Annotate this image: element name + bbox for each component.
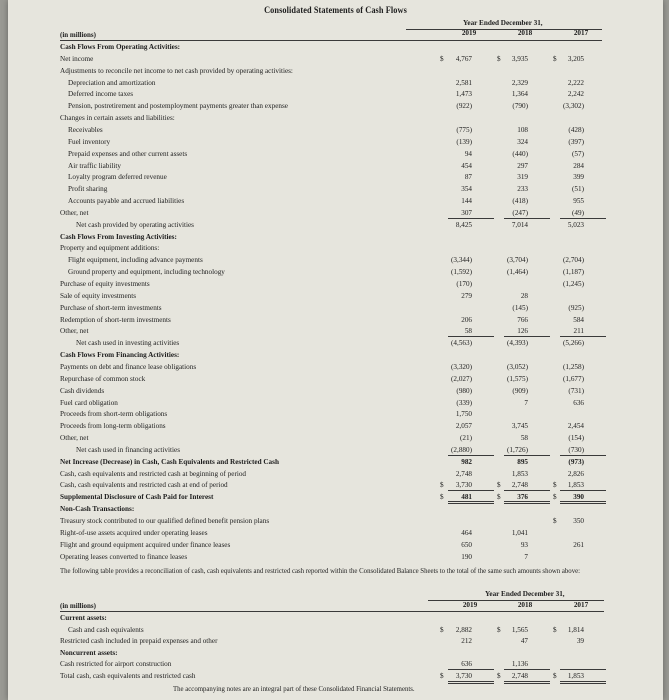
cashflow-value-2019: (21): [460, 434, 472, 443]
cashflow-value-2017: 284: [573, 161, 584, 170]
cashflow-value-2019: 2,748: [455, 469, 472, 478]
recon-value-2019: 212: [461, 637, 472, 646]
cashflow-value-2017: (730): [568, 445, 584, 454]
cashflow-row-label: Sale of equity investments: [60, 291, 137, 300]
cashflow-row-label: Other, net: [60, 208, 89, 217]
cashflow-value-2017: 1,853: [567, 481, 584, 490]
cashflow-value-2017: (5,266): [563, 339, 584, 348]
cashflow-value-2017: (925): [568, 303, 584, 312]
cashflow-value-2017: 399: [573, 173, 584, 182]
cashflow-value-2019: (170): [456, 280, 472, 288]
cashflow-value-2017: (51): [572, 185, 584, 194]
total-double-rule: [504, 501, 550, 504]
cashflow-value-2018: (3,704): [507, 256, 528, 265]
recon-value-2018: 2,748: [511, 672, 528, 680]
cashflow-value-2018: (440): [512, 149, 528, 158]
cashflow-value-2018: 297: [517, 161, 528, 170]
cashflow-value-2019: (339): [456, 398, 472, 407]
cashflow-row-label: Ground property and equipment, including technology: [68, 268, 225, 277]
cashflow-value-2017: 350: [573, 517, 584, 525]
recon-units-label: (in millions): [60, 602, 96, 610]
cashflow-value-2019: 206: [461, 315, 472, 324]
cashflow-value-2018: 895: [517, 457, 528, 466]
cashflow-value-2019: 4,767: [455, 54, 472, 63]
cashflow-row: [8, 361, 658, 373]
cashflow-value-2019: (775): [456, 125, 472, 134]
cashflow-value-2017: 2,826: [567, 469, 584, 478]
cashflow-value-2019: 190: [461, 552, 472, 561]
cashflow-row-label: Accounts payable and accrued liabilities: [68, 197, 185, 206]
cashflow-value-2017: (731): [568, 386, 584, 395]
currency-symbol: $: [553, 54, 557, 63]
cashflow-value-2019: 650: [461, 540, 472, 549]
recon-row-label: Restricted cash included in prepaid expenses and other: [60, 637, 218, 646]
cashflow-row-label: Cash, cash equivalents and restricted cash at end of period: [60, 481, 228, 490]
cashflow-value-2017: (154): [568, 434, 584, 443]
cashflow-row: [8, 408, 658, 420]
cashflow-row-label: Air traffic liability: [68, 161, 121, 170]
cashflow-value-2017: 2,242: [567, 90, 584, 99]
cashflow-value-2019: (1,592): [451, 268, 472, 277]
recon-value-2017: 1,814: [567, 625, 584, 634]
currency-symbol: $: [553, 493, 557, 502]
cashflow-value-2018: 28: [520, 291, 528, 300]
cashflow-row-label: Loyalty program deferred revenue: [68, 173, 167, 182]
cashflow-value-2018: (1,575): [507, 374, 528, 383]
cashflow-value-2019: 1,750: [455, 410, 472, 419]
statement-page: [8, 0, 663, 700]
cashflow-value-2018: 93: [520, 540, 528, 549]
cashflow-row-label: Cash, cash equivalents and restricted cash at beginning of period: [60, 469, 247, 478]
cashflow-row-label: Operating leases converted to finance leases: [60, 552, 188, 561]
cashflow-row: [8, 195, 658, 207]
cashflow-row: [8, 503, 658, 515]
currency-symbol: $: [440, 625, 444, 634]
cashflow-value-2017: 2,222: [567, 78, 584, 87]
cashflow-row-label: Redemption of short-term investments: [60, 315, 171, 324]
subtotal-rule: [448, 218, 494, 219]
cashflow-value-2018: (145): [512, 303, 528, 312]
footer-note: The accompanying notes are an integral part of these Consolidated Financial Statements.: [173, 686, 415, 693]
recon-year-2017: 2017: [573, 601, 589, 609]
cashflow-row-label: Purchase of short-term investments: [60, 303, 162, 312]
cashflow-row-label: Flight equipment, including advance payments: [68, 256, 203, 265]
year-2019: 2019: [461, 29, 477, 37]
reconciliation-note: The following table provides a reconciliation of cash, cash equivalents and restricted cash reported within the Consolidated Balance Sheets to the total of the same such amounts shown above:: [60, 568, 581, 575]
cashflow-value-2017: (1,187): [563, 268, 584, 277]
cashflow-row-label: Changes in certain assets and liabilities:: [60, 114, 175, 123]
recon-value-2019: 2,882: [455, 625, 472, 634]
subtotal-rule: [504, 336, 550, 337]
cashflow-value-2019: 58: [464, 327, 472, 336]
cashflow-row: [8, 88, 658, 100]
currency-symbol: $: [553, 625, 557, 634]
cashflow-value-2018: 108: [517, 125, 528, 134]
cashflow-row: [8, 314, 658, 326]
cashflow-value-2018: (418): [512, 197, 528, 206]
subtotal-rule: [504, 669, 550, 670]
cashflow-value-2018: (247): [512, 208, 528, 217]
cashflow-value-2019: 354: [461, 185, 472, 194]
subtotal-rule: [448, 490, 494, 491]
currency-symbol: $: [553, 672, 557, 680]
cashflow-value-2017: (57): [572, 149, 584, 158]
cashflow-row-label: Flight and ground equipment acquired under finance leases: [60, 540, 231, 549]
recon-row: [8, 635, 658, 647]
cashflow-row: [8, 41, 658, 53]
recon-row: [8, 647, 658, 659]
cashflow-row-label: Cash Flows From Financing Activities:: [60, 351, 180, 360]
cashflow-value-2018: 233: [517, 185, 528, 194]
cashflow-value-2018: 376: [517, 493, 528, 502]
subtotal-rule: [560, 336, 606, 337]
cashflow-value-2018: (4,393): [507, 339, 528, 348]
recon-row: [8, 624, 658, 636]
recon-value-2019: 3,730: [455, 672, 472, 680]
cashflow-value-2019: 307: [461, 208, 472, 217]
recon-year-2019: 2019: [462, 601, 478, 609]
recon-value-2018: 47: [520, 637, 528, 646]
currency-symbol: $: [553, 481, 557, 490]
cashflow-row-label: Fuel inventory: [68, 137, 111, 146]
recon-value-2019: 636: [461, 660, 472, 669]
cashflow-value-2017: 211: [573, 327, 584, 336]
year-2017: 2017: [573, 29, 589, 37]
cashflow-value-2017: 2,454: [567, 422, 584, 431]
cashflow-row: [8, 456, 658, 468]
total-double-rule: [560, 501, 606, 504]
subtotal-rule: [560, 455, 606, 456]
cashflow-row-label: Depreciation and amortization: [68, 78, 156, 87]
currency-symbol: $: [497, 625, 501, 634]
cashflow-value-2018: 3,935: [511, 54, 528, 63]
subtotal-rule: [560, 218, 606, 219]
cashflow-row: [8, 148, 658, 160]
cashflow-value-2017: 3,205: [567, 54, 584, 63]
cashflow-value-2017: (397): [568, 137, 584, 146]
cashflow-value-2018: 126: [517, 327, 528, 336]
cashflow-row: [8, 231, 658, 243]
total-double-rule: [448, 681, 494, 684]
cashflow-row: [8, 124, 658, 136]
cashflow-row: [8, 53, 658, 65]
cashflow-value-2017: (1,677): [563, 374, 584, 383]
cashflow-value-2018: 1,853: [511, 469, 528, 478]
cashflow-value-2017: 261: [573, 540, 584, 549]
cashflow-value-2018: 324: [517, 137, 528, 146]
cashflow-row: [8, 242, 658, 254]
cashflow-row-label: Payments on debt and finance lease obligations: [60, 362, 197, 371]
cashflow-value-2017: (1,258): [563, 362, 584, 371]
cashflow-row: [8, 349, 658, 361]
currency-symbol: $: [440, 493, 444, 502]
cashflow-row-label: Net income: [60, 54, 94, 63]
currency-symbol: $: [440, 481, 444, 490]
cashflow-row-label: Cash Flows From Investing Activities:: [60, 232, 177, 241]
recon-row-label: Current assets:: [60, 614, 107, 622]
cashflow-value-2017: (973): [568, 457, 584, 466]
cashflow-value-2017: (428): [568, 125, 584, 134]
cashflow-row: [8, 100, 658, 112]
recon-value-2017: 1,853: [567, 672, 584, 680]
cashflow-value-2017: (49): [572, 208, 584, 217]
cashflow-row: [8, 527, 658, 539]
subtotal-rule: [448, 336, 494, 337]
cashflow-value-2018: 7,014: [511, 220, 528, 229]
cashflow-value-2018: 2,329: [511, 78, 528, 87]
currency-symbol: $: [553, 517, 557, 525]
cashflow-value-2018: 3,745: [511, 422, 528, 431]
cashflow-value-2019: (2,027): [451, 374, 472, 383]
cashflow-value-2018: 7: [524, 398, 528, 407]
cashflow-row: [8, 468, 658, 480]
cashflow-row: [8, 432, 658, 444]
cashflow-value-2017: (1,245): [563, 280, 584, 288]
cashflow-value-2018: 58: [520, 434, 528, 443]
total-double-rule: [560, 681, 606, 684]
recon-row: [8, 612, 658, 624]
cashflow-value-2017: 636: [573, 398, 584, 407]
cashflow-row: [8, 171, 658, 183]
cashflow-value-2019: 2,581: [455, 78, 472, 87]
cashflow-value-2019: 481: [461, 493, 472, 502]
cashflow-row-label: Fuel card obligation: [60, 398, 118, 407]
cashflow-value-2017: (3,302): [563, 102, 584, 111]
recon-row-label: Noncurrent assets:: [60, 648, 118, 657]
cashflow-row: [8, 515, 658, 527]
cashflow-row: [8, 290, 658, 302]
cashflow-row-label: Other, net: [60, 434, 89, 443]
cashflow-value-2019: (922): [456, 102, 472, 111]
cashflow-row: [8, 219, 658, 231]
recon-value-2018: 1,565: [511, 625, 528, 634]
cashflow-value-2017: (2,704): [563, 256, 584, 265]
cashflow-row: [8, 183, 658, 195]
cashflow-value-2019: 8,425: [455, 220, 472, 229]
cashflow-row: [8, 77, 658, 89]
cashflow-value-2017: 5,023: [567, 220, 584, 229]
cashflow-value-2019: 144: [461, 197, 472, 206]
cashflow-value-2018: (790): [512, 102, 528, 111]
cashflow-row: [8, 65, 658, 77]
cashflow-row: [8, 302, 658, 314]
cashflow-row-label: Supplemental Disclosure of Cash Paid for Interest: [60, 493, 214, 502]
cashflow-value-2017: 584: [573, 315, 584, 324]
recon-row-label: Total cash, cash equivalents and restricted cash: [60, 672, 196, 680]
cashflow-row-label: Deferred income taxes: [68, 90, 134, 99]
recon-year-2018: 2018: [517, 601, 533, 609]
cashflow-value-2018: 2,748: [511, 481, 528, 490]
period-header: Year Ended December 31,: [463, 19, 543, 27]
cashflow-row-label: Property and equipment additions:: [60, 244, 160, 253]
cashflow-value-2018: (3,052): [507, 362, 528, 371]
cashflow-value-2019: (2,880): [451, 445, 472, 454]
subtotal-rule: [504, 218, 550, 219]
cashflow-value-2019: 1,473: [455, 90, 472, 99]
cashflow-row-label: Adjustments to reconcile net income to net cash provided by operating activities:: [60, 66, 293, 75]
cashflow-value-2019: 454: [461, 161, 472, 170]
total-double-rule: [448, 501, 494, 504]
cashflow-value-2019: 2,057: [455, 422, 472, 431]
currency-symbol: $: [497, 481, 501, 490]
cashflow-row-label: Prepaid expenses and other current assets: [68, 149, 188, 158]
cashflow-value-2019: (139): [456, 137, 472, 146]
subtotal-rule: [560, 669, 606, 670]
cashflow-row: [8, 136, 658, 148]
cashflow-value-2018: 319: [517, 173, 528, 182]
cashflow-value-2018: (909): [512, 386, 528, 395]
cashflow-row: [8, 254, 658, 266]
cashflow-row: [8, 337, 658, 349]
cashflow-row-label: Other, net: [60, 327, 89, 336]
subtotal-rule: [448, 455, 494, 456]
cashflow-row: [8, 278, 658, 290]
cashflow-row-label: Purchase of equity investments: [60, 280, 150, 288]
cashflow-value-2019: 982: [461, 457, 472, 466]
cashflow-value-2018: 1,364: [511, 90, 528, 99]
cashflow-value-2019: 3,730: [455, 481, 472, 490]
cashflow-value-2018: (1,726): [507, 445, 528, 454]
currency-symbol: $: [440, 672, 444, 680]
recon-value-2018: 1,136: [511, 660, 528, 669]
cashflow-value-2017: 390: [573, 493, 584, 502]
cashflow-row-label: Net cash provided by operating activities: [76, 220, 194, 229]
cashflow-row: [8, 551, 658, 563]
subtotal-rule: [448, 669, 494, 670]
cashflow-row: [8, 397, 658, 409]
currency-symbol: $: [497, 672, 501, 680]
cashflow-value-2019: (4,563): [451, 339, 472, 348]
cashflow-row-label: Proceeds from short-term obligations: [60, 410, 168, 419]
recon-value-2017: 39: [576, 637, 584, 646]
cashflow-row: [8, 112, 658, 124]
total-double-rule: [504, 681, 550, 684]
cashflow-row: [8, 420, 658, 432]
cashflow-row-label: Cash dividends: [60, 386, 105, 395]
recon-period-header: Year Ended December 31,: [485, 590, 565, 598]
subtotal-rule: [504, 455, 550, 456]
cashflow-row: [8, 385, 658, 397]
cashflow-row-label: Proceeds from long-term obligations: [60, 422, 166, 431]
currency-symbol: $: [440, 54, 444, 63]
year-2018: 2018: [517, 29, 533, 37]
units-label: (in millions): [60, 31, 96, 39]
cashflow-value-2018: (1,464): [507, 268, 528, 277]
cashflow-row-label: Profit sharing: [68, 185, 108, 194]
cashflow-value-2018: 1,041: [511, 528, 528, 537]
cashflow-row-label: Pension, postretirement and postemployment payments greater than expense: [68, 102, 288, 111]
cashflow-value-2019: 464: [461, 528, 472, 537]
cashflow-row-label: Net cash used in financing activities: [76, 445, 180, 454]
cashflow-value-2017: 955: [573, 197, 584, 206]
cashflow-row-label: Receivables: [68, 125, 103, 134]
cashflow-row: [8, 373, 658, 385]
cashflow-row-label: Non-Cash Transactions:: [60, 505, 135, 514]
currency-symbol: $: [497, 493, 501, 502]
cashflow-row-label: Net Increase (Decrease) in Cash, Cash Equivalents and Restricted Cash: [60, 457, 279, 466]
cashflow-row: [8, 539, 658, 551]
cashflow-row: [8, 266, 658, 278]
recon-row-label: Cash and cash equivalents: [68, 625, 144, 634]
subtotal-rule: [560, 490, 606, 491]
cashflow-value-2019: 279: [461, 291, 472, 300]
cashflow-value-2019: (3,344): [451, 256, 472, 265]
subtotal-rule: [504, 490, 550, 491]
cashflow-row-label: Net cash used in investing activities: [76, 339, 180, 348]
recon-row-label: Cash restricted for airport construction: [60, 660, 172, 669]
cashflow-row: [8, 160, 658, 172]
cashflow-row-label: Repurchase of common stock: [60, 374, 146, 383]
cashflow-value-2018: 7: [524, 552, 528, 561]
cashflow-value-2019: 94: [464, 149, 472, 158]
cashflow-row-label: Cash Flows From Operating Activities:: [60, 43, 181, 51]
currency-symbol: $: [497, 54, 501, 63]
cashflow-value-2019: 87: [464, 173, 472, 182]
cashflow-row-label: Treasury stock contributed to our qualified defined benefit pension plans: [60, 517, 270, 525]
page-title: Consolidated Statements of Cash Flows: [264, 5, 407, 15]
cashflow-row-label: Right-of-use assets acquired under operating leases: [60, 528, 208, 537]
cashflow-value-2019: (980): [456, 386, 472, 395]
cashflow-value-2019: (3,320): [451, 362, 472, 371]
cashflow-value-2018: 766: [517, 315, 528, 324]
